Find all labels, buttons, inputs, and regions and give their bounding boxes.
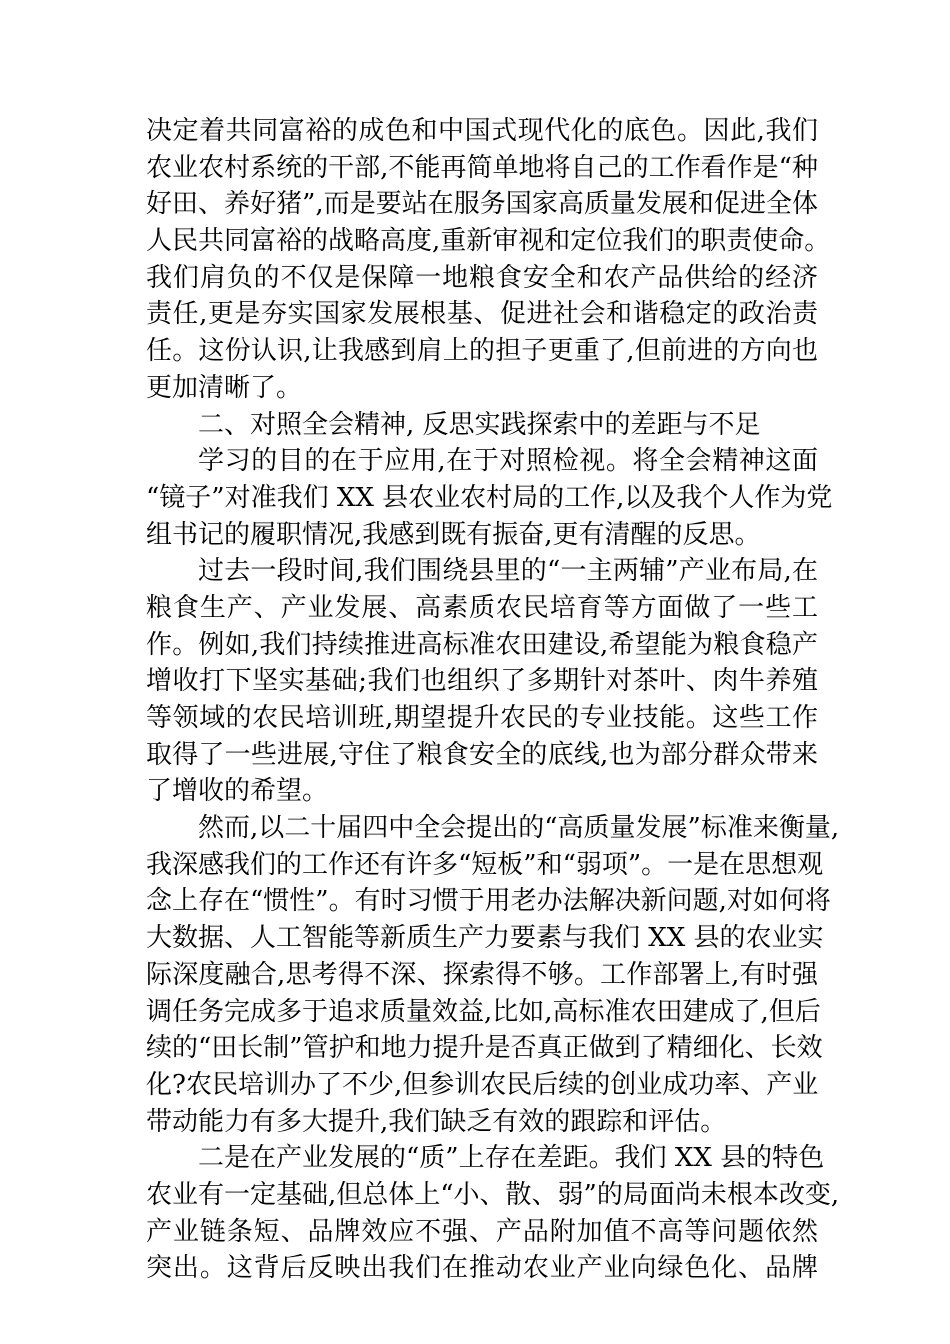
- text-line: 粮食生产、产业发展、高素质农民培育等方面做了一些工: [146, 592, 818, 623]
- text-line: 我深感我们的工作还有许多“短板”和“弱项”。一是在思想观: [146, 849, 824, 880]
- section-heading: [146, 407, 818, 444]
- text-line: 责任,更是夯实国家发展根基、促进社会和谐稳定的政治责: [146, 299, 818, 330]
- text-line: 我们肩负的不仅是保障一地粮食安全和农产品供给的经济: [146, 262, 818, 293]
- text-line: 了增收的希望。: [146, 776, 329, 807]
- text-line: 取得了一些进展,守住了粮食安全的底线,也为部分群众带来: [146, 739, 818, 770]
- paragraph: [146, 553, 818, 810]
- text-line: 决定着共同富裕的成色和中国式现代化的底色。因此,我们: [146, 116, 818, 146]
- text-line: 更加清晰了。: [146, 372, 303, 403]
- text-line: 大数据、人工智能等新质生产力要素与我们 XX 县的农业实: [146, 923, 824, 954]
- text-line: 等领域的农民培训班,期望提升农民的专业技能。这些工作: [146, 703, 818, 733]
- text-line: 产业链条短、品牌效应不强、产品附加值不高等问题依然: [146, 1216, 818, 1247]
- text-line: “镜子”对准我们 XX 县农业农村局的工作,以及我个人作为党: [146, 482, 833, 513]
- text-line: 农业有一定基础,但总体上“小、散、弱”的局面尚未根本改变,: [146, 1179, 840, 1210]
- text-line: 二是在产业发展的“质”上存在差距。我们 XX 县的特色: [198, 1143, 825, 1174]
- paragraph: [146, 443, 833, 553]
- text-line: 作。例如,我们持续推进高标准农田建设,希望能为粮食稳产: [146, 629, 818, 660]
- text-line: 念上存在“惯性”。有时习惯于用老办法解决新问题,对如何将: [146, 886, 831, 917]
- paragraph: [146, 113, 831, 407]
- text-line: 增收打下坚实基础;我们也组织了多期针对茶叶、肉牛养殖: [146, 666, 818, 697]
- text-line: 好田、养好猪”,而是要站在服务国家高质量发展和促进全体: [146, 189, 818, 220]
- text-line: 人民共同富裕的战略高度,重新审视和定位我们的职责使命。: [146, 226, 831, 257]
- heading-text: 二、对照全会精神, 反思实践探索中的差距与不足: [198, 409, 761, 440]
- text-line: 任。这份认识,让我感到肩上的担子更重了,但前进的方向也: [146, 336, 818, 367]
- text-line: 农业农村系统的干部,不能再简单地将自己的工作看作是“种: [146, 152, 818, 183]
- text-line: 突出。这背后反映出我们在推动农业产业向绿色化、品牌: [146, 1253, 818, 1284]
- text-line: 际深度融合,思考得不深、探索得不够。工作部署上,有时强: [146, 959, 818, 990]
- text-line: 续的“田长制”管护和地力提升是否真正做到了精细化、长效: [146, 1033, 823, 1064]
- text-line: 组书记的履职情况,我感到既有振奋,更有清醒的反思。: [146, 519, 761, 550]
- text-line: 过去一段时间,我们围绕县里的“一主两辅”产业布局,在: [198, 556, 818, 587]
- text-line: 然而,以二十届四中全会提出的“高质量发展”标准来衡量,: [198, 813, 840, 844]
- text-line: 学习的目的在于应用,在于对照检视。将全会精神这面: [198, 446, 818, 477]
- paragraph: [146, 810, 840, 1140]
- text-line: 带动能力有多大提升,我们缺乏有效的跟踪和评估。: [146, 1106, 727, 1137]
- text-line: 化?农民培训办了不少,但参训农民后续的创业成功率、产业: [146, 1069, 819, 1100]
- text-line: 调任务完成多于追求质量效益,比如,高标准农田建成了,但后: [146, 996, 821, 1027]
- document-body: [146, 113, 840, 1287]
- paragraph: [146, 1140, 840, 1287]
